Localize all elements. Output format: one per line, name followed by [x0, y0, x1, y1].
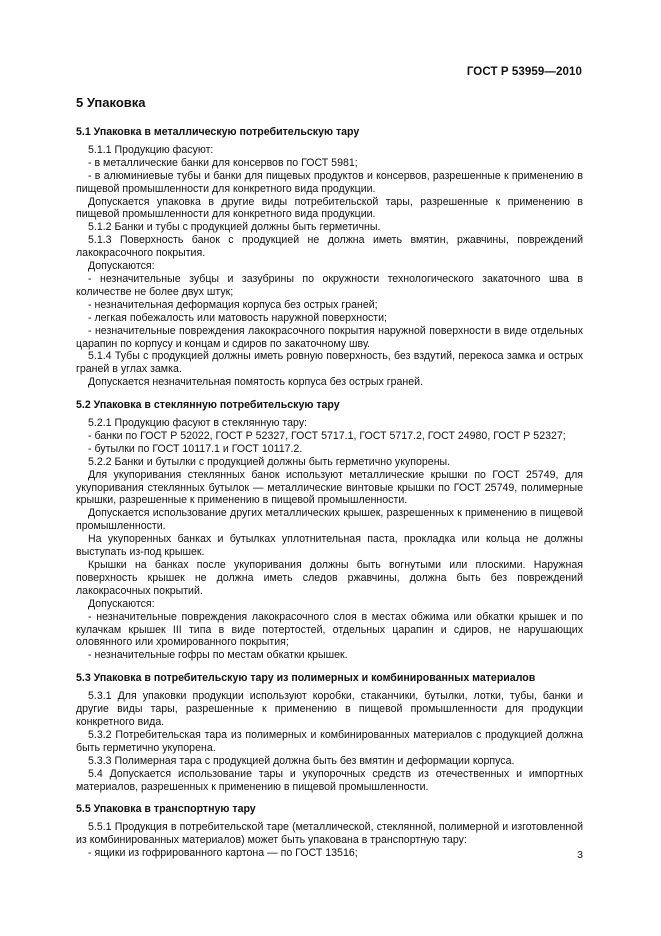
list-item: - ящики из гофрированного картона — по ГОСТ 13516; — [88, 847, 358, 860]
paragraph: 5.1.2 Банки и тубы с продукцией должны быть герметичны. — [88, 221, 381, 234]
section-title-5-2: 5.2 Упаковка в стеклянную потребительскую тару — [76, 399, 340, 412]
page-content — [76, 95, 583, 860]
page-number: 3 — [577, 849, 583, 861]
paragraph: 5.2.1 Продукцию фасуют в стеклянную тару: — [88, 417, 308, 430]
paragraph: На укупоренных банках и бутылках уплотнительная паста, прокладка или кольца не должны выступать из-под крышек. — [76, 533, 583, 559]
section-title-5-5: 5.5 Упаковка в транспортную тару — [76, 803, 256, 816]
list-item: - незначительные зубцы и зазубрины по окружности технологического закаточного шва в количестве не более двух штук; — [76, 272, 583, 298]
paragraph: 5.3.1 Для упаковки продукции используют коробки, стаканчики, бутылки, лотки, тубы, банки и другие виды тары, разрешенные к применению в пищевой промышленности для продукции конкретного вида. — [76, 690, 583, 728]
paragraph: 5.3.3 Полимерная тара с продукцией должна быть без вмятин и деформации корпуса. — [88, 754, 515, 767]
paragraph: Допускается использование других металлических крышек, разрешенных к применению в пищевой промышленности. — [76, 507, 583, 533]
paragraph: 5.1.3 Поверхность банок с продукцией не должна иметь вмятин, ржавчины, повреждений лакокрасочного покрытия. — [76, 234, 583, 260]
list-item: - незначительные повреждения лакокрасочного покрытия наружной поверхности в виде отдельных царапин по корпусу и концам и сдиров по закаточному шву. — [76, 324, 583, 350]
paragraph: 5.1.1 Продукцию фасуют: — [88, 143, 214, 156]
paragraph: 5.5.1 Продукция в потребительской таре (металлической, стеклянной, полимерной и изготовленной из комбинированных материалов) может быть упакована в транспортную тару: — [76, 821, 583, 847]
document-code-header: ГОСТ Р 53959—2010 — [466, 66, 582, 78]
list-item: - незначительные повреждения лакокрасочного слоя в местах обжима или обкатки крышек и по кулачкам крышек III типа в виде потертостей, отдельных царапин и сдиров, не нарушающих оловянного или хромированного покрытия; — [76, 610, 583, 649]
list-item: - банки по ГОСТ Р 52022, ГОСТ Р 52327, ГОСТ 5717.1, ГОСТ 5717.2, ГОСТ 24980, ГОСТ Р 52327; — [88, 429, 566, 442]
paragraph: 5.4 Допускается использование тары и укупорочных средств из отечественных и импортных материалов, разрешенных к применению в пищевой промышленности. — [76, 767, 583, 793]
paragraph: Для укупоривания стеклянных банок используют металлические крышки по ГОСТ 25749, для укупоривания стеклянных бутылок — металлические винтовые крышки по ГОСТ 25749, полимерные крышки, разрешенные к применению в пищевой промышленности. — [76, 468, 583, 507]
paragraph: Допускается упаковка в другие виды потребительской тары, разрешенные к применению в пищевой промышленности для конкретного вида продукции. — [76, 195, 583, 221]
chapter-title: 5 Упаковка — [76, 95, 146, 110]
section-title-5-3: 5.3 Упаковка в потребительскую тару из полимерных и комбинированных материалов — [76, 672, 536, 685]
paragraph: 5.2.2 Банки и бутылки с продукцией должны быть герметично укупорены. — [88, 455, 451, 468]
paragraph: Допускается незначительная помятость корпуса без острых граней. — [88, 376, 424, 389]
list-item: - незначительные гофры по местам обкатки крышек. — [88, 649, 348, 662]
list-item: - бутылки по ГОСТ 10117.1 и ГОСТ 10117.2. — [88, 442, 303, 455]
list-item: - легкая побежалость или матовость наружной поверхности; — [88, 311, 387, 324]
paragraph: Допускаются: — [88, 260, 155, 273]
list-item: - в алюминиевые тубы и банки для пищевых продуктов и консервов, разрешенные к применению в пищевой промышленности для конкретного вида продукции. — [76, 169, 583, 195]
paragraph: 5.3.2 Потребительская тара из полимерных и комбинированных материалов с продукцией должна быть герметично укупорена. — [76, 728, 583, 754]
paragraph: Допускаются: — [88, 597, 155, 610]
paragraph: Крышки на банках после укупоривания должны быть вогнутыми или плоскими. Наружная поверхность крышек не должна иметь следов ржавчины, должна быть без повреждений лакокрасочных покрытий. — [76, 559, 583, 597]
paragraph: 5.1.4 Тубы с продукцией должны иметь ровную поверхность, без вздутий, перекоса замка и острых граней в углах замка. — [76, 350, 583, 376]
list-item: - в металлические банки для консервов по ГОСТ 5981; — [88, 156, 358, 169]
section-title-5-1: 5.1 Упаковка в металлическую потребительскую тару — [76, 126, 360, 138]
list-item: - незначительная деформация корпуса без острых граней; — [88, 298, 378, 311]
